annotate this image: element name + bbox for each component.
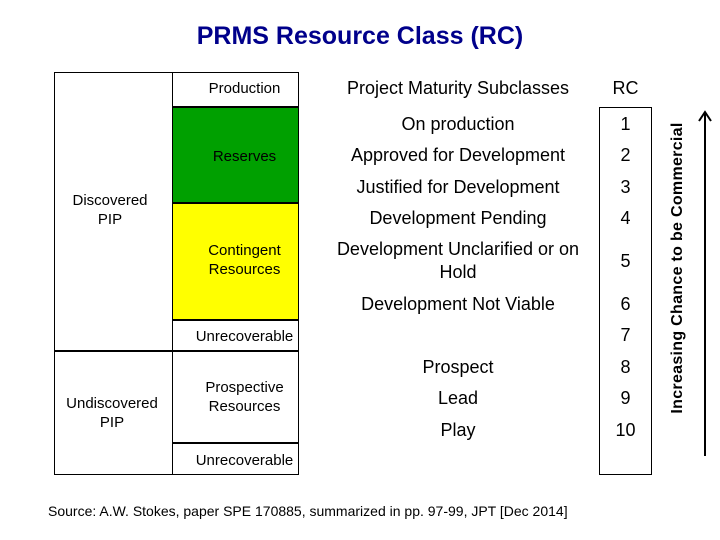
discovered-pip-label: Discovered PIP <box>72 192 148 228</box>
up-arrow-icon <box>697 108 713 456</box>
rc-value: 6 <box>620 293 631 314</box>
rc-value: 9 <box>620 387 631 408</box>
rc-value: 3 <box>620 176 631 197</box>
rc-value: 7 <box>620 324 631 345</box>
rc-value: 8 <box>620 356 631 377</box>
rc-value: 1 <box>620 113 631 134</box>
subclass-label: Approved for Development <box>350 144 566 165</box>
subclass-label: Justified for Development <box>356 176 560 197</box>
subclass-label: Play <box>440 419 476 440</box>
rc-value: 2 <box>620 144 631 165</box>
subclass-label: Development Unclarified or on Hold <box>336 239 580 282</box>
undiscovered-pip-label: Undiscovered PIP <box>66 395 158 431</box>
page-title: PRMS Resource Class (RC) <box>196 22 524 50</box>
rc-header: RC <box>612 77 639 98</box>
rc-value: 5 <box>620 250 631 271</box>
unrecoverable-label: Unrecoverable <box>195 327 294 345</box>
rc-value: 10 <box>615 419 636 440</box>
production-label: Production <box>208 79 281 97</box>
source-citation: Source: A.W. Stokes, paper SPE 170885, summarized in pp. 97-99, JPT [Dec 2014] <box>48 503 568 519</box>
prospective-resources-label: Prospective Resources <box>205 379 284 415</box>
rc-value: 4 <box>620 207 631 228</box>
subclass-label: On production <box>401 113 515 134</box>
subclass-label: Development Not Viable <box>361 293 555 314</box>
subclasses-header: Project Maturity Subclasses <box>346 77 570 98</box>
subclass-label: Development Pending <box>369 207 547 228</box>
reserves-label: Reserves <box>212 147 277 165</box>
subclass-label: Lead <box>437 387 479 408</box>
contingent-resources-label: Contingent Resources <box>208 242 281 278</box>
unrecoverable-label: Unrecoverable <box>195 451 294 469</box>
subclass-label: Prospect <box>422 356 494 377</box>
